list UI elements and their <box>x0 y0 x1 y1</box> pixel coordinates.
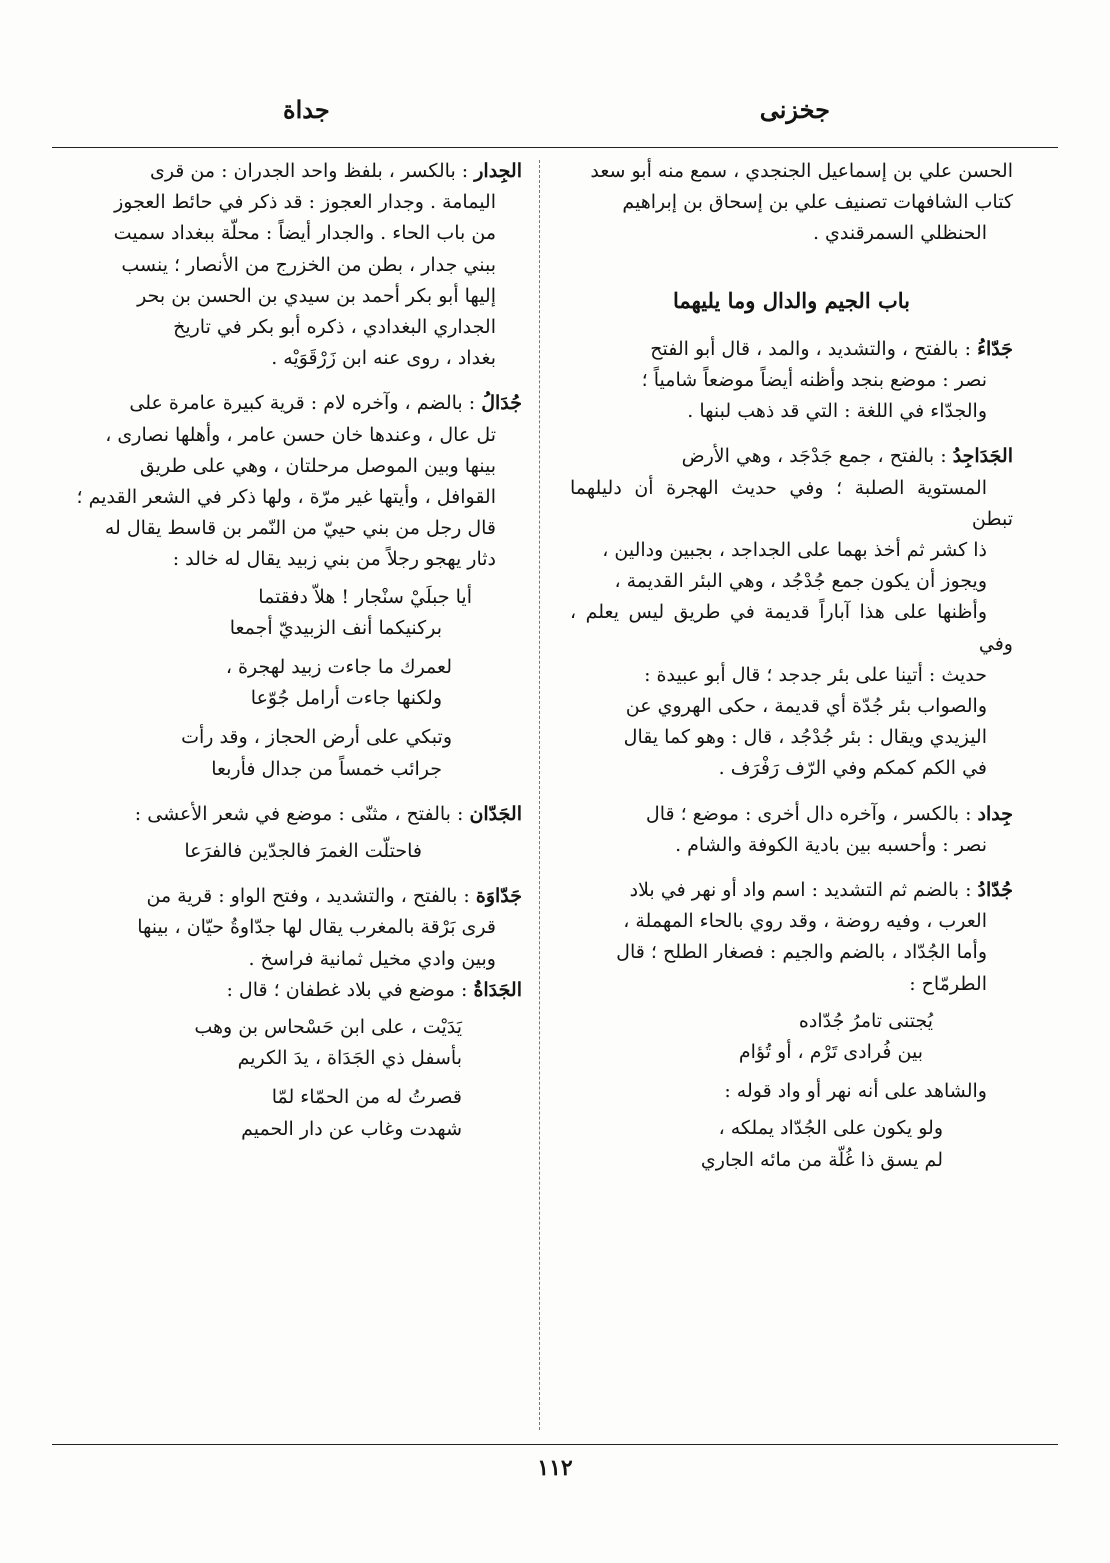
verse: يَدَيْت ، على ابن حَسْحاس بن وهب بأسفل ذي الجَدَاة ، يدَ الكريم <box>194 1016 462 1070</box>
footer-rule <box>52 1444 1058 1445</box>
entry-jadda: جَدّاءُ : بالفتح ، والتشديد ، والمد ، قال أبو الفتح نصر : موضع بنجد وأظنه أيضاً موضعاً شامياً ؛ والجدّاء في اللغة : التي قد ذهب لبنها . <box>641 337 1013 423</box>
verse: وتبكي على أرض الحجاز ، وقد رأت جرائب خمساً من جدال فأربعا <box>181 726 452 780</box>
page-number: ١١٢ <box>537 1455 573 1481</box>
running-head-right: جخزنى <box>759 95 830 124</box>
headword: جِداد <box>977 802 1013 825</box>
header-rule <box>52 147 1058 148</box>
witness-line: والشاهد على أنه نهر أو واد قوله : <box>724 1080 987 1103</box>
headword: الجَدّان <box>469 802 522 825</box>
entry-jadajid: الجَدَاجِدُ : بالفتح ، جمع جَدْجَد ، وهي الأرض المستوية الصلبة ؛ وفي حديث الهجرة أن دليلهما تبطن ذا كشر ثم أخذ بهما على الجداجد ، بجبين ودالين ، ويجوز أن يكون جمع جُدْجُد ، وهي البئر القديمة ، وأظنها على هذا آباراً قديمة في طريق ليس يعلم ، وفي حديث : أتينا على بئر جدجد ؛ قال أبو عبيدة : والصواب بئر جُدّة أي قديمة ، حكى الهروي عن اليزيدي ويقال : بئر جُدْجُد ، قال : وهو كما يقال في الكم كمكم وفي الرّف رَفْرَف . <box>570 445 1013 780</box>
entry-judal: جُدَالُ : بالضم ، وآخره لام : قرية كبيرة عامرة على تل عال ، وعندها خان حسن عامر ، وأهلها نصارى ، بينها وبين الموصل مرحلتان ، وهي على طريق القوافل ، وأيتها غير مرّة ، ولها ذكر في الشعر القديم ؛ قال رجل من بني حييّ من النّمر بن قاسط يقال له دثار يهجو رجلاً من بني زبيد يقال له خالد : <box>76 392 522 571</box>
running-head-left: جداة <box>283 95 330 124</box>
right-column <box>570 156 1013 1184</box>
headword: جَدّاوَة <box>475 885 522 908</box>
headword: الجِدار <box>474 160 522 182</box>
headword: جَدّاءُ <box>977 337 1013 360</box>
entry-jidad: جِداد : بالكسر ، وآخره دال أخرى : موضع ؛ قال نصر : وأحسبه بين بادية الكوفة والشام . <box>645 802 1013 856</box>
entry-jaddan: الجَدّان : بالفتح ، مثنّى : موضع في شعر الأعشى : <box>134 802 522 825</box>
entry-jadat: الجَدَاةُ : موضع في بلاد غطفان ؛ قال : <box>226 978 522 1001</box>
intro-paragraph: الحسن علي بن إسماعيل الجنجدي ، سمع منه أبو سعد كتاب الشافهات تصنيف علي بن إسحاق بن إبراهيم الحنظلي السمرقندي . <box>590 160 1013 245</box>
left-column <box>70 156 522 1153</box>
headword: الجَدَاجِدُ <box>952 445 1013 468</box>
column-divider <box>539 160 540 1430</box>
entry-jaddawa: جَدّاوَة : بالفتح ، والتشديد ، وفتح الواو : قرية من قرى بَرْقة بالمغرب يقال لها جدّاوةُ حيّان ، بينها وبين وادي مخيل ثمانية فراسخ . <box>137 885 522 970</box>
verse: قصرتُ له من الحمّاء لمّا شهدت وغاب عن دار الحميم <box>241 1086 462 1140</box>
headword: جُدَالُ <box>481 392 522 415</box>
headword: الجَدَاةُ <box>473 978 522 1001</box>
verse: فاحتلّت الغمرَ فالجدّين فالفرَعا <box>184 840 422 863</box>
verse: ولو يكون على الجُدّاد يملكه ، لم يسق ذا غُلّة من مائه الجاري <box>700 1117 943 1171</box>
entry-jidar: الجِدار : بالكسر ، بلفظ واحد الجدران : من قرى اليمامة . وجدار العجوز : قد ذكر في حائط العجوز من باب الحاء . والجدار أيضاً : محلّة ببغداد سميت ببني جدار ، بطن من الخزرج من الأنصار ؛ ينسب إليها أبو بكر أحمد بن سيدي بن الحسن بن بحر الجداري البغدادي ، ذكره أبو بكر في تاريخ بغداد ، روى عنه ابن زَرْقَوَيْه . <box>113 160 522 370</box>
verse: لعمرك ما جاءت زبيد لهجرة ، ولكنها جاءت أرامل جُوّعا <box>225 656 452 710</box>
headword: جُدّادُ <box>977 879 1013 902</box>
entry-juddad: جُدّادُ : بالضم ثم التشديد : اسم واد أو نهر في بلاد العرب ، وفيه روضة ، وقد روي بالحاء المهملة ، وأما الجُدّاد ، بالضم والجيم : فصغار الطلح ؛ قال الطرمّاح : <box>616 879 1013 995</box>
verse: أيا جبلَيْ سنْجار ! هلاّ دفقتما بركنيكما أنف الزبيديّ أجمعا <box>229 585 472 639</box>
section-title: باب الجيم والدال وما يليهما <box>673 287 910 313</box>
verse: يُجتنى تامرُ جُدّاده بين فُرادى تَرْم ، أو تُؤام <box>738 1009 933 1064</box>
